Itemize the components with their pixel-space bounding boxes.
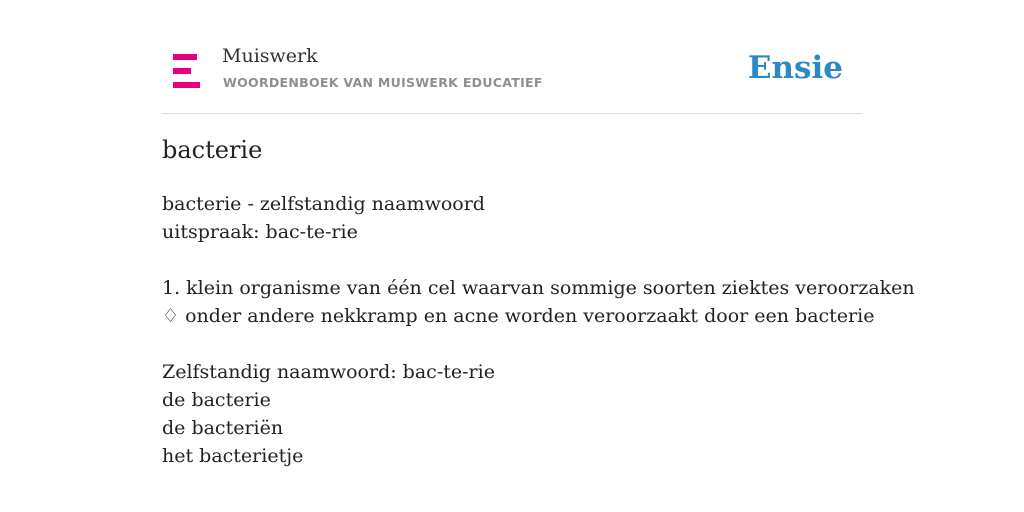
entry-line-spacer (162, 246, 915, 274)
logo-bar-bottom (173, 82, 200, 88)
entry-title: bacterie (162, 136, 263, 164)
entry-line-definition: 1. klein organisme van één cel waarvan sommige soorten ziektes veroorzaken (162, 277, 915, 299)
logo-bar-top (173, 54, 197, 60)
entry-line-word-class: bacterie - zelfstandig naamwoord (162, 193, 485, 215)
muiswerk-logo-icon[interactable] (173, 54, 201, 88)
entry-line-spacer (162, 330, 915, 358)
entry-line-hyphenation: Zelfstandig naamwoord: bac-te-rie (162, 361, 495, 383)
entry-line-example: ♢ onder andere nekkramp en acne worden veroorzaakt door een bacterie (162, 305, 875, 327)
entry-line-singular: de bacterie (162, 389, 271, 411)
logo-bar-middle (173, 68, 191, 74)
ensie-logo[interactable]: Ensie (747, 50, 843, 86)
entry-line-pronunciation: uitspraak: bac-te-rie (162, 221, 358, 243)
brand-name[interactable]: Muiswerk (222, 45, 318, 67)
entry-body (162, 190, 915, 470)
entry-line-plural: de bacteriën (162, 417, 284, 439)
brand-subtitle: WOORDENBOEK VAN MUISWERK EDUCATIEF (223, 75, 543, 90)
entry-line-diminutive: het bacterietje (162, 445, 304, 467)
header (162, 0, 862, 114)
